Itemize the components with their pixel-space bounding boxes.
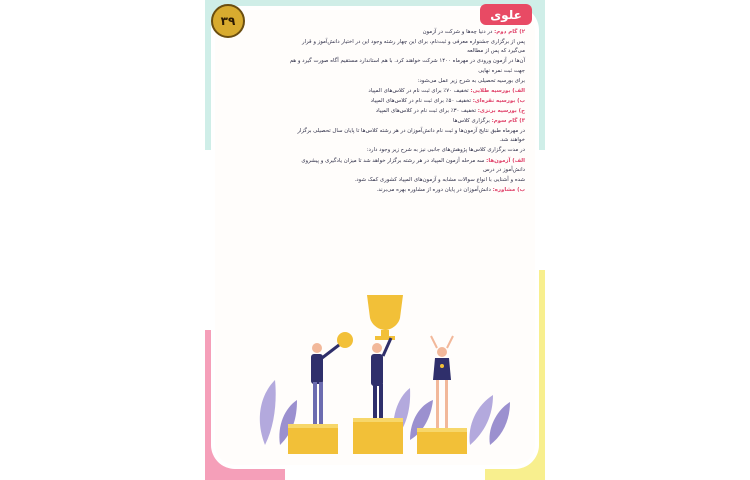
step3-text: برگزاری کلاس‌ها	[452, 118, 490, 125]
man-with-trophy-icon	[367, 295, 403, 418]
silver-text: تخفیف ۵۰٪ برای ثبت نام در کلاس‌های المپیاد	[370, 97, 471, 104]
paragraph: پس از برگزاری جشنواره معرفی و ثبت‌نام، برای این چهار رشته وجود این در اختیار دانش‌آموز و قرار می‌گیرد که پس از مطالعه	[301, 39, 525, 55]
paragraph: در مدت برگزاری کلاس‌ها پژوهش‌های جانبی نیز به شرح زیر وجود دارد:	[366, 147, 525, 154]
step2-heading: ۲) گام دوم:	[494, 29, 525, 35]
woman-cheering-icon	[431, 336, 453, 428]
exams-text: سه مرحله آزمون المپیاد در هر رشته برگزار خواهد شد تا میزان یادگیری و پیشروی دانش‌آموز در درس	[301, 157, 525, 173]
counsel-heading: ب) مشاوره:	[492, 186, 525, 193]
silver-heading: ب) بورسیه نقره‌ای:	[472, 97, 525, 104]
exams-heading: الف) آزمون‌ها:	[486, 157, 525, 164]
bronze-heading: ج) بورسیه برنزی:	[477, 107, 525, 114]
step3-heading: ۳) گام سوم:	[491, 118, 525, 125]
gold-heading: الف) بورسیه طلایی:	[470, 87, 525, 94]
man-with-medal-icon	[311, 332, 353, 424]
page-number: ۳۹	[220, 14, 236, 28]
paragraph: برای بورسیه تحصیلی به شرح زیر عمل می‌شود:	[417, 77, 525, 84]
page	[205, 0, 545, 480]
brand-text: علوی	[490, 7, 522, 22]
paragraph: آن‌ها در آزمون ورودی در مهرماه ۱۴۰۰ شرکت خواهند کرد. با هم استاندارد مستقیم آگاه صورت گیرد و هم جهت ثبت نمره نهایی	[289, 58, 525, 74]
step2-text: در دنیا چه‌ها و شرکت در آزمون	[422, 29, 493, 35]
paragraph: در مهرماه طبق نتایج آزمون‌ها و ثبت نام دانش‌آموزان در هر رشته کلاس‌ها تا پایان سال تحصیلی برگزار خواهند شد.	[297, 128, 525, 144]
counsel-text: دانش‌آموزان در پایان دوره از مشاوره بهره می‌برند.	[376, 186, 491, 193]
bronze-text: تخفیف ۳۰٪ برای ثبت نام در کلاس‌های المپیاد	[375, 107, 477, 114]
paragraph: شده و آشنایی با انواع سوالات مشابه و آزمون‌های المپیاد کشوری کمک شود.	[354, 176, 525, 183]
gold-text: تخفیف ۷۰٪ برای ثبت نام در کلاس‌های المپیاد	[368, 87, 469, 94]
winners-illustration	[205, 0, 545, 480]
